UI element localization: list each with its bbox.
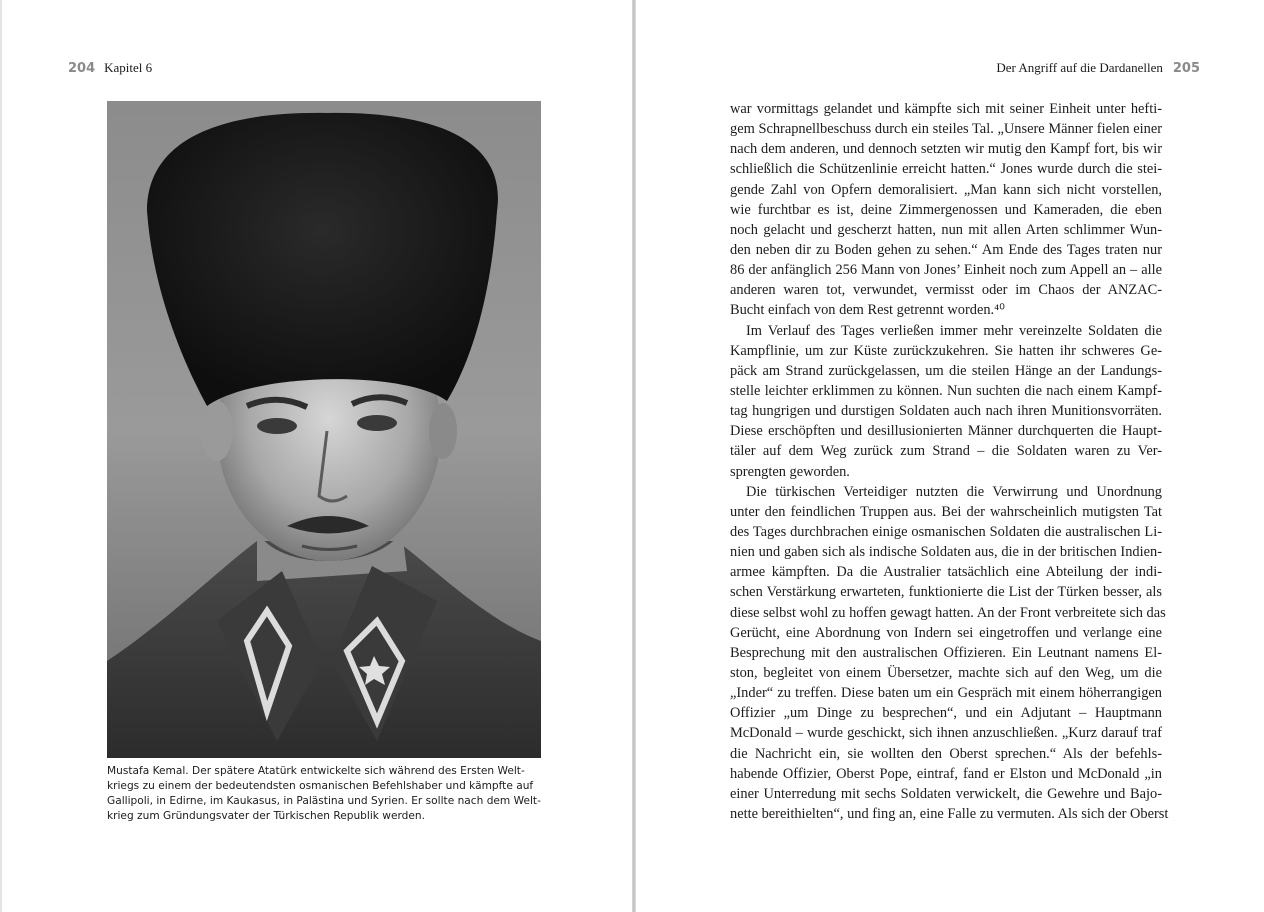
photo-caption: [107, 764, 547, 824]
left-running-head: [68, 60, 152, 76]
text-line: Besprechung mit den australischen Offizieren. Ein Leutnant namens El-: [730, 644, 1162, 661]
right-chapter-title: Der Angriff auf die Dardanellen: [996, 60, 1163, 75]
text-line: einer Unterredung mit sechs Soldaten verwickelt, die Gewehre und Bajo-: [730, 785, 1162, 802]
text-line: diese selbst wohl zu hoffen gewagt hatten. An der Front verbreitete sich das: [730, 604, 1166, 621]
text-line: Bucht einfach von dem Rest getrennt worden.⁴⁰: [730, 302, 1005, 319]
body-text: [730, 99, 1169, 824]
caption-line: Gallipoli, in Edirne, im Kaukasus, in Palästina und Syrien. Er sollte nach dem Welt-: [107, 795, 541, 807]
paragraph-start-line: Die türkischen Verteidiger nutzten die Verwirrung und Unordnung: [746, 483, 1162, 500]
left-page-number: 204: [68, 61, 96, 76]
text-line: stelle leichter erklimmen zu können. Nun suchten die nach einem Kampf-: [730, 382, 1162, 399]
text-line: noch gelacht und gescherzt hatten, nun mit allen Arten schlimmer Wun-: [730, 221, 1162, 238]
text-line: nach dem anderen, und dennoch setzten wir mutig den Kampf fort, bis wir: [730, 141, 1162, 158]
caption-line: Mustafa Kemal. Der spätere Atatürk entwickelte sich während des Ersten Welt-: [107, 765, 525, 777]
text-line: Diese erschöpften und desillusionierten Männer durchquerten die Haupt-: [730, 423, 1162, 440]
text-line: wie furchtbar es ist, deine Zimmergenossen und Kameraden, die eben: [730, 201, 1162, 218]
right-page: [636, 0, 1264, 912]
text-line: nien und gaben sich als indische Soldaten aus, die in der britischen Indien-: [730, 544, 1162, 561]
text-line: sprengten geworden.: [730, 463, 850, 480]
text-line: McDonald – wurde geschickt, sich ihnen anzuschließen. „Kurz darauf traf: [730, 725, 1162, 742]
text-line: Gerücht, eine Abordnung von Indern sei eingetroffen und verlange eine: [730, 624, 1162, 641]
text-line: Offizier „um Dinge zu besprechen“, und ein Adjutant – Hauptmann: [730, 705, 1162, 722]
text-line: „Inder“ zu treffen. Diese baten um ein Gespräch mit einem höherrangigen: [730, 685, 1162, 702]
text-line: päck am Strand zurückgelassen, um die steilen Hänge an der Landungs-: [730, 362, 1162, 379]
text-line: gende Zahl von Opfern demoralisiert. „Man kann sich nicht vorstellen,: [730, 181, 1162, 198]
right-running-head: [996, 60, 1200, 76]
text-line: tag hungrigen und durstigen Soldaten auch nach ihren Munitionsvorräten.: [730, 403, 1162, 420]
text-line: armee kämpften. Da die Australier tatsächlich eine Abteilung der indi-: [730, 564, 1162, 581]
text-line: unter den feindlichen Truppen aus. Bei der wahrscheinlich mutigsten Tat: [730, 503, 1162, 520]
text-line: 86 der anfänglich 256 Mann von Jones’ Einheit noch zum Appell an – alle: [730, 262, 1162, 279]
text-line: ston, begleitet von einem Übersetzer, machte sich auf den Weg, um die: [730, 664, 1162, 681]
text-line: nette bereithielten“, und fing an, eine Falle zu vermuten. Als sich der Oberst: [730, 805, 1169, 822]
text-line: war vormittags gelandet und kämpfte sich mit seiner Einheit unter hefti-: [730, 101, 1162, 117]
text-line: des Tages durchbrachen einige osmanischen Soldaten die australischen Li-: [730, 523, 1162, 540]
text-line: anderen waren tot, verwundet, vermisst oder im Chaos der ANZAC-: [730, 282, 1162, 299]
text-line: schließlich die Schützenlinie erreicht hatten.“ Jones wurde durch die stei-: [730, 161, 1162, 178]
text-line: die Nachricht ein, sie wollten den Oberst sprechen.“ Als der befehls-: [730, 745, 1162, 762]
text-line: habende Offizier, Oberst Pope, eintraf, fand er Elston und McDonald „in: [730, 765, 1162, 782]
paragraph-start-line: Im Verlauf des Tages verließen immer mehr vereinzelte Soldaten die: [746, 322, 1162, 339]
left-chapter-title: Kapitel 6: [104, 60, 153, 75]
text-line: schen Verstärkung erwarteten, funktionierte die List der Türken besser, als: [730, 584, 1162, 601]
text-line: täler auf dem Weg zurück zum Strand – die Soldaten waren zu Ver-: [730, 443, 1162, 460]
portrait-photo: [107, 101, 541, 758]
left-page-edge: [0, 0, 2, 912]
caption-line: kriegs zu einem der bedeutendsten osmanischen Befehlshaber und kämpfte auf: [107, 780, 534, 792]
right-page-number: 205: [1172, 61, 1200, 76]
text-line: Kampflinie, um zur Küste zurückzukehren. Sie hatten ihr schweres Ge-: [730, 342, 1162, 359]
text-line: gem Schrapnellbeschuss durch ein steiles Tal. „Unsere Männer fielen einer: [730, 121, 1162, 138]
text-line: den neben dir zu Boden gehen zu sehen.“ Am Ende des Tages traten nur: [730, 241, 1162, 258]
caption-line: krieg zum Gründungsvater der Türkischen Republik werden.: [107, 810, 425, 822]
